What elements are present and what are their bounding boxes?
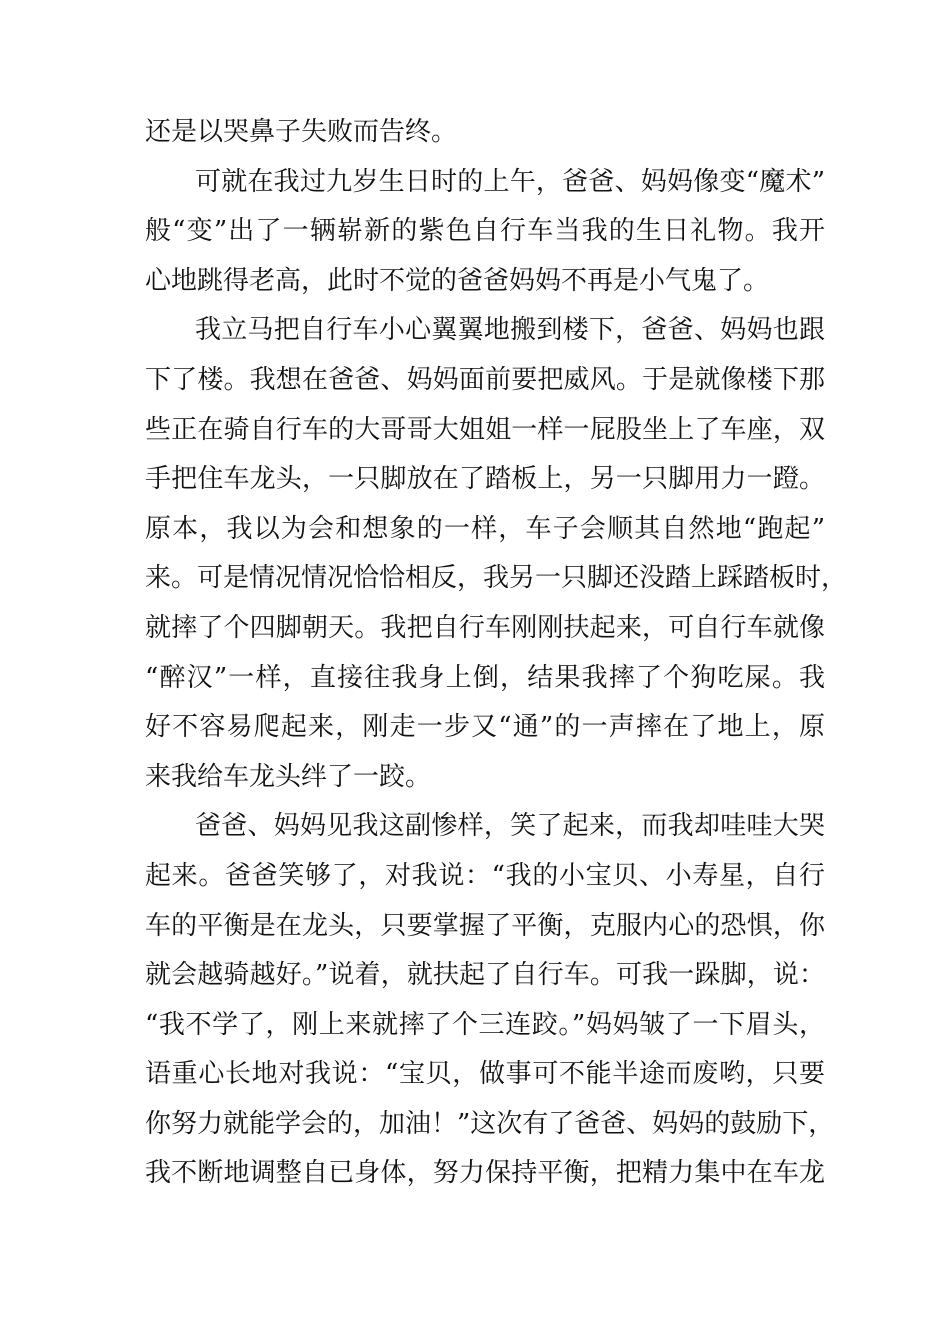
text-line: 可就在我过九岁生日时的上午，爸爸、妈妈像变“魔术”	[195, 166, 825, 197]
text-line: “醉汉”一样，直接往我身上倒，结果我摔了个狗吃屎。我	[145, 662, 825, 693]
text-line: 来我给车龙头绊了一跤。	[145, 761, 432, 792]
text-line: 还是以哭鼻子失败而告终。	[145, 117, 458, 147]
text-line: 原本，我以为会和想象的一样，车子会顺其自然地“跑起”	[145, 513, 825, 544]
text-line: 我不断地调整自已身体，努力保持平衡，把精力集中在车龙	[145, 1158, 825, 1189]
text-line: 就会越骑越好。”说着，就扶起了自行车。可我一跺脚，说：	[145, 960, 825, 991]
text-line: 手把住车龙头，一只脚放在了踏板上，另一只脚用力一蹬。	[145, 464, 825, 495]
text-line: 我立马把自行车小心翼翼地搬到楼下，爸爸、妈妈也跟	[195, 315, 825, 346]
text-line: 你努力就能学会的，加油！”这次有了爸爸、妈妈的鼓励下，	[145, 1108, 835, 1139]
document-body	[145, 108, 848, 1199]
text-line: 下了楼。我想在爸爸、妈妈面前要把威风。于是就像楼下那	[145, 364, 825, 395]
text-line: 就摔了个四脚朝天。我把自行车刚刚扶起来，可自行车就像	[145, 612, 825, 643]
text-line: 般“变”出了一辆崭新的紫色自行车当我的生日礼物。我开	[145, 216, 825, 247]
text-line: 爸爸、妈妈见我这副惨样，笑了起来，而我却哇哇大哭	[195, 811, 825, 842]
text-line: 来。可是情况情况恰恰相反，我另一只脚还没踏上踩踏板时，	[145, 563, 848, 594]
text-line: 语重心长地对我说：“宝贝，做事可不能半途而废哟，只要	[145, 1059, 825, 1090]
text-line: 车的平衡是在龙头，只要掌握了平衡，克服内心的恐惧，你	[145, 910, 825, 941]
text-line: 好不容易爬起来，刚走一步又“通”的一声摔在了地上，原	[145, 712, 825, 743]
text-line: 起来。爸爸笑够了，对我说：“我的小宝贝、小寿星，自行	[145, 860, 825, 891]
text-line: 些正在骑自行车的大哥哥大姐姐一样一屁股坐上了车座，双	[145, 414, 825, 445]
text-line: “我不学了，刚上来就摔了个三连跤。”妈妈皱了一下眉头，	[145, 1009, 825, 1040]
text-line: 心地跳得老高，此时不觉的爸爸妈妈不再是小气鬼了。	[145, 265, 770, 296]
